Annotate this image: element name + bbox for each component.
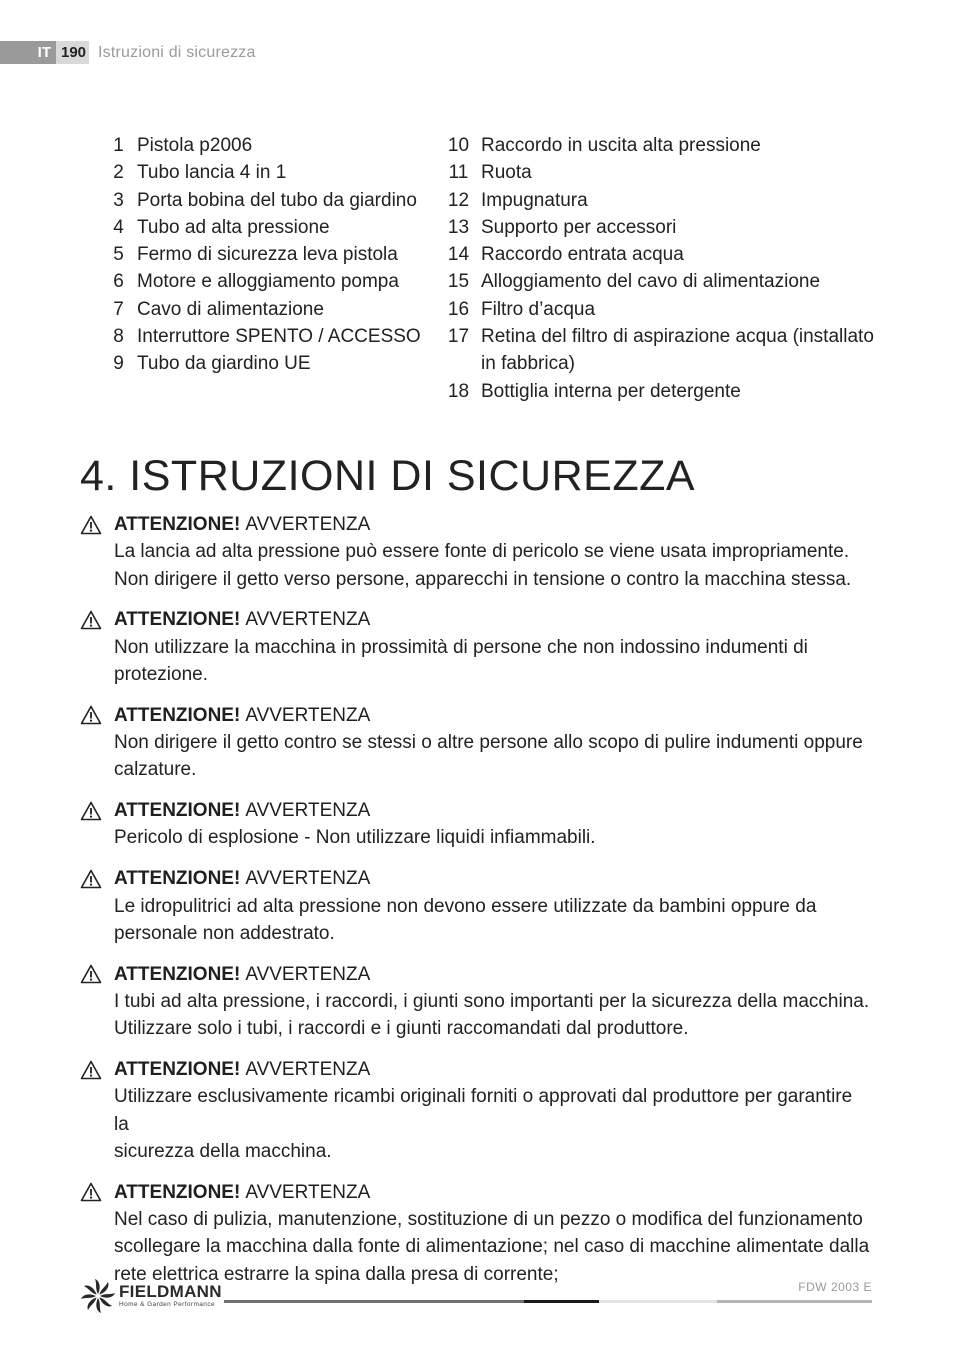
part-label: Tubo ad alta pressione bbox=[137, 216, 330, 238]
warning-block bbox=[80, 702, 870, 784]
warning-type-label: AVVERTENZA bbox=[245, 868, 371, 890]
warning-text bbox=[114, 729, 870, 784]
warning-triangle-icon bbox=[80, 1182, 102, 1202]
parts-list-item bbox=[436, 323, 876, 378]
warning-heading bbox=[80, 511, 870, 538]
warning-heading bbox=[80, 961, 870, 988]
parts-list-item bbox=[100, 159, 430, 186]
part-number: 18 bbox=[447, 380, 470, 402]
brand-name: FIELDMANN bbox=[119, 1282, 222, 1301]
parts-list-right bbox=[436, 132, 876, 405]
warning-triangle-icon bbox=[80, 705, 102, 725]
warning-strong-label: ATTENZIONE! bbox=[114, 1059, 241, 1081]
warning-text-line: calzature. bbox=[114, 759, 197, 781]
parts-list-item bbox=[100, 241, 430, 268]
footer-rule-end bbox=[717, 1300, 872, 1303]
part-number: 8 bbox=[113, 326, 124, 348]
parts-list-item bbox=[436, 378, 876, 405]
warning-text-line: Nel caso di pulizia, manutenzione, sostituzione di un pezzo o modifica del funzionamento bbox=[114, 1209, 863, 1231]
warning-triangle-icon bbox=[80, 869, 102, 889]
language-tab: IT bbox=[0, 41, 56, 64]
page-header bbox=[0, 41, 256, 64]
warning-text-line: Pericolo di esplosione - Non utilizzare liquidi infiammabili. bbox=[114, 827, 596, 849]
warning-text-line: personale non addestrato. bbox=[114, 922, 335, 944]
brand-logo bbox=[80, 1278, 222, 1314]
warning-text-line: Non dirigere il getto contro se stessi o altre persone allo scopo di pulire indumenti oppure bbox=[114, 732, 863, 754]
brand-tagline: Home & Garden Performance bbox=[119, 1301, 215, 1308]
part-number: 11 bbox=[448, 162, 469, 184]
warning-text-line: Utilizzare solo i tubi, i raccordi e i giunti raccomandati dal produttore. bbox=[114, 1018, 689, 1040]
fan-blades-logo-icon bbox=[80, 1278, 116, 1314]
warning-block bbox=[80, 1056, 870, 1165]
parts-list-item bbox=[100, 132, 430, 159]
warning-block bbox=[80, 511, 870, 593]
parts-list-item bbox=[100, 268, 430, 295]
warning-strong-label: ATTENZIONE! bbox=[114, 609, 241, 631]
part-label: Porta bobina del tubo da giardino bbox=[137, 189, 417, 211]
section-title: 4. ISTRUZIONI DI SICUREZZA bbox=[80, 452, 696, 500]
parts-list-item bbox=[100, 350, 430, 377]
warning-heading bbox=[80, 606, 870, 633]
warning-block bbox=[80, 797, 870, 852]
part-label: Filtro d’acqua bbox=[481, 298, 596, 320]
part-number: 6 bbox=[113, 271, 124, 293]
warning-text-line: Le idropulitrici ad alta pressione non devono essere utilizzate da bambini oppure da bbox=[114, 895, 817, 917]
warning-type-label: AVVERTENZA bbox=[245, 800, 371, 822]
part-label: Motore e alloggiamento pompa bbox=[137, 271, 399, 293]
warning-text-line: Non utilizzare la macchina in prossimità di persone che non indossino indumenti di bbox=[114, 636, 808, 658]
part-number: 13 bbox=[447, 216, 470, 238]
parts-list-item bbox=[100, 323, 430, 350]
part-label: Pistola p2006 bbox=[137, 135, 253, 156]
warning-triangle-icon bbox=[80, 515, 102, 535]
warnings-list bbox=[80, 511, 870, 1301]
part-label: Alloggiamento del cavo di alimentazione bbox=[481, 271, 821, 293]
part-number: 1 bbox=[113, 135, 124, 156]
parts-list-item bbox=[436, 132, 876, 159]
warning-block bbox=[80, 1179, 870, 1288]
warning-text-line: rete elettrica estrarre la spina dalla presa di corrente; bbox=[114, 1263, 559, 1285]
warning-text-line: protezione. bbox=[114, 663, 209, 685]
part-label: Raccordo in uscita alta pressione bbox=[481, 135, 761, 156]
warning-text bbox=[114, 824, 870, 851]
parts-list-item bbox=[100, 214, 430, 241]
part-number: 3 bbox=[113, 189, 124, 211]
part-number: 9 bbox=[113, 353, 124, 375]
part-number: 10 bbox=[447, 135, 470, 156]
warning-heading bbox=[80, 797, 870, 824]
warning-heading bbox=[80, 865, 870, 892]
parts-list-left bbox=[100, 132, 430, 378]
footer-rule-light bbox=[599, 1300, 717, 1303]
warning-strong-label: ATTENZIONE! bbox=[114, 800, 241, 822]
part-label: Impugnatura bbox=[481, 189, 588, 211]
warning-text bbox=[114, 538, 870, 593]
warning-text bbox=[114, 893, 870, 948]
warning-type-label: AVVERTENZA bbox=[245, 609, 371, 631]
warning-block bbox=[80, 606, 870, 688]
warning-heading bbox=[80, 1056, 870, 1083]
warning-text bbox=[114, 1083, 870, 1165]
parts-list-item bbox=[436, 187, 876, 214]
warning-text-line: Utilizzare esclusivamente ricambi originali forniti o approvati dal produttore per garantire la bbox=[114, 1086, 853, 1135]
parts-list-item bbox=[436, 241, 876, 268]
warning-triangle-icon bbox=[80, 964, 102, 984]
warning-strong-label: ATTENZIONE! bbox=[114, 868, 241, 890]
warning-strong-label: ATTENZIONE! bbox=[114, 1181, 241, 1203]
part-label: Supporto per accessori bbox=[481, 216, 677, 238]
warning-heading bbox=[80, 702, 870, 729]
warning-text-line: scollegare la macchina dalla fonte di alimentazione; nel caso di macchine alimentate dalla bbox=[114, 1236, 870, 1258]
part-label: Tubo lancia 4 in 1 bbox=[137, 162, 287, 184]
part-label: Tubo da giardino UE bbox=[137, 353, 311, 375]
warning-text bbox=[114, 988, 870, 1043]
warning-type-label: AVVERTENZA bbox=[245, 963, 371, 985]
warning-triangle-icon bbox=[80, 1060, 102, 1080]
part-label: Cavo di alimentazione bbox=[137, 298, 324, 320]
warning-type-label: AVVERTENZA bbox=[245, 704, 371, 726]
warning-text bbox=[114, 1206, 870, 1288]
part-number: 2 bbox=[113, 162, 124, 184]
parts-list-item bbox=[436, 296, 876, 323]
part-number: 4 bbox=[113, 216, 124, 238]
warning-block bbox=[80, 961, 870, 1043]
warning-text bbox=[114, 634, 870, 689]
part-label: Retina del filtro di aspirazione acqua (installato in fabbrica) bbox=[481, 326, 874, 375]
warning-triangle-icon bbox=[80, 610, 102, 630]
footer-rule-dark bbox=[524, 1300, 599, 1303]
parts-list-item bbox=[100, 187, 430, 214]
warning-strong-label: ATTENZIONE! bbox=[114, 514, 241, 535]
part-label: Fermo di sicurezza leva pistola bbox=[137, 244, 398, 266]
parts-list-item bbox=[436, 214, 876, 241]
warning-strong-label: ATTENZIONE! bbox=[114, 704, 241, 726]
warning-text-line: Non dirigere il getto verso persone, apparecchi in tensione o contro la macchina stessa. bbox=[114, 568, 852, 590]
warning-type-label: AVVERTENZA bbox=[245, 514, 371, 535]
part-number: 14 bbox=[447, 244, 470, 266]
parts-list-item bbox=[100, 296, 430, 323]
part-number: 7 bbox=[113, 298, 124, 320]
warning-strong-label: ATTENZIONE! bbox=[114, 963, 241, 985]
part-number: 5 bbox=[113, 244, 124, 266]
warning-text-line: sicurezza della macchina. bbox=[114, 1140, 332, 1162]
part-number: 17 bbox=[447, 326, 470, 348]
warning-text-line: I tubi ad alta pressione, i raccordi, i giunti sono importanti per la sicurezza della macchina. bbox=[114, 990, 870, 1012]
parts-list-item bbox=[436, 159, 876, 186]
part-label: Raccordo entrata acqua bbox=[481, 244, 684, 266]
part-label: Bottiglia interna per detergente bbox=[481, 380, 741, 402]
warning-block bbox=[80, 865, 870, 947]
header-title: Istruzioni di sicurezza bbox=[98, 43, 256, 61]
page-number: 190 bbox=[56, 41, 89, 64]
warning-type-label: AVVERTENZA bbox=[245, 1059, 371, 1081]
warning-triangle-icon bbox=[80, 801, 102, 821]
footer-rule-mid bbox=[224, 1300, 524, 1303]
part-label: Interruttore SPENTO / ACCESSO bbox=[137, 326, 421, 348]
warning-heading bbox=[80, 1179, 870, 1206]
warning-type-label: AVVERTENZA bbox=[245, 1181, 371, 1203]
warning-text-line: La lancia ad alta pressione può essere fonte di pericolo se viene usata impropriamente. bbox=[114, 541, 850, 563]
parts-list-item bbox=[436, 268, 876, 295]
part-number: 12 bbox=[447, 189, 470, 211]
part-number: 15 bbox=[447, 271, 470, 293]
model-code: FDW 2003 E bbox=[798, 1280, 872, 1294]
part-label: Ruota bbox=[481, 162, 532, 184]
part-number: 16 bbox=[447, 298, 470, 320]
